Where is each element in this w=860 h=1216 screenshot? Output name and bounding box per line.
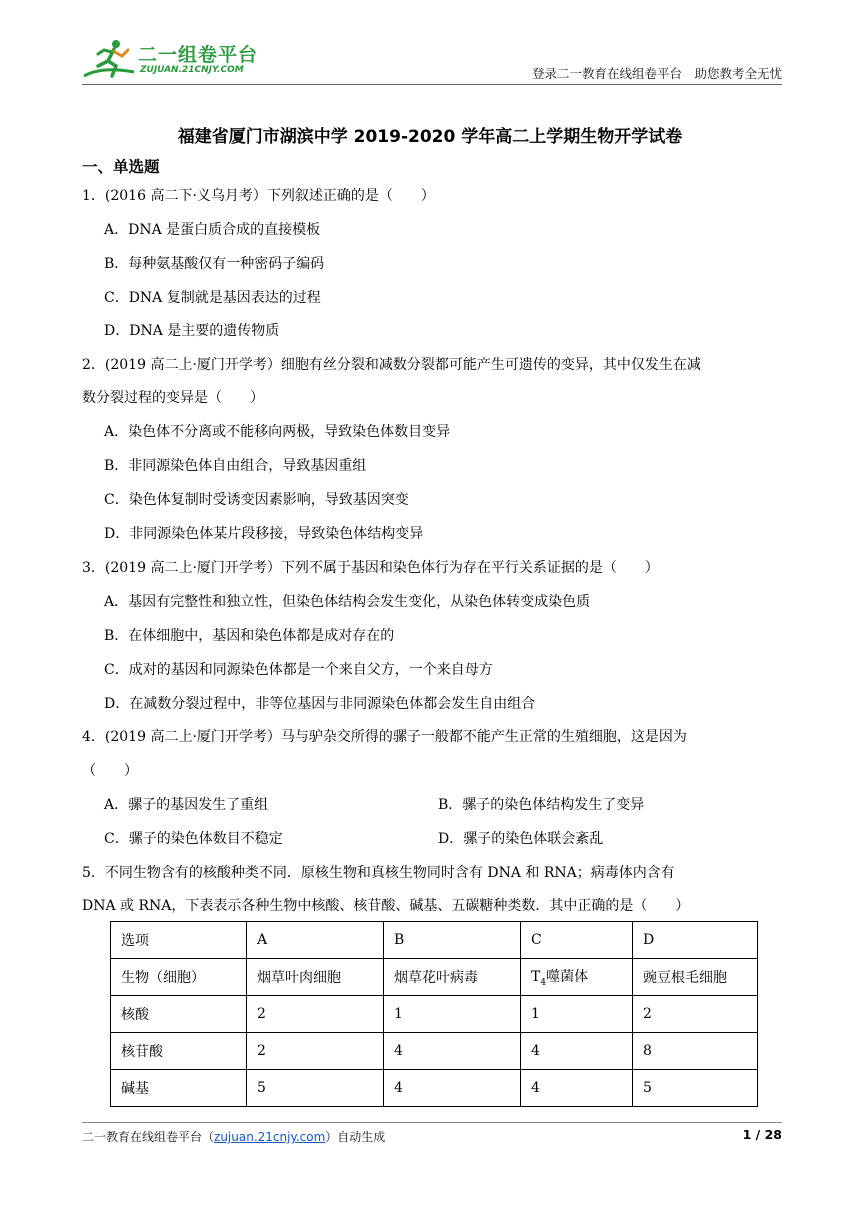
table-cell: 2	[247, 1033, 384, 1070]
footer-suffix: ）自动生成	[325, 1130, 386, 1144]
table-cell: 2	[633, 996, 758, 1033]
table-cell: D	[633, 922, 758, 959]
question-1-option-d[interactable]: D．DNA 是主要的遗传物质	[104, 323, 280, 339]
question-2-option-d[interactable]: D．非同源染色体某片段移接，导致染色体结构变异	[104, 526, 424, 542]
question-1-stem: 1．(2016 高二下·义乌月考）下列叙述正确的是（ ）	[82, 188, 435, 204]
table-cell-t4-phage	[521, 959, 633, 996]
question-3-option-b[interactable]: B．在体细胞中，基因和染色体都是成对存在的	[104, 628, 395, 644]
footer-prefix: 二一教育在线组卷平台（	[82, 1130, 215, 1144]
question-3-option-a[interactable]: A．基因有完整性和独立性，但染色体结构会发生变化，从染色体转变成染色质	[104, 594, 591, 610]
table-cell: 5	[633, 1070, 758, 1107]
table-row	[111, 922, 758, 959]
table-cell: 烟草花叶病毒	[384, 959, 521, 996]
table-cell: 核苷酸	[111, 1033, 247, 1070]
answer-table	[110, 921, 758, 1107]
question-3-option-c[interactable]: C．成对的基因和同源染色体都是一个来自父方，一个来自母方	[104, 662, 493, 678]
logo-subtitle: ZUJUAN.21CNJY.COM	[140, 65, 244, 75]
table-cell: C	[521, 922, 633, 959]
table-cell: 豌豆根毛细胞	[633, 959, 758, 996]
t4-subscript: 4	[540, 977, 547, 988]
page-number: 1 / 28	[742, 1127, 782, 1142]
table-cell: 生物（细胞）	[111, 959, 247, 996]
question-4-option-d[interactable]: D．骡子的染色体联会紊乱	[438, 831, 604, 847]
header-divider	[82, 84, 782, 85]
runner-logo-icon	[82, 36, 138, 82]
table-cell: 8	[633, 1033, 758, 1070]
t4-main: T	[531, 969, 541, 986]
question-2-option-c[interactable]: C．染色体复制时受诱变因素影响，导致基因突变	[104, 492, 409, 508]
question-4-option-b[interactable]: B．骡子的染色体结构发生了变异	[438, 797, 645, 813]
t4-rest: 噬菌体	[546, 969, 589, 986]
question-2-stem-line2: 数分裂过程的变异是（ ）	[82, 390, 264, 406]
footer-link[interactable]: zujuan.21cnjy.com	[214, 1130, 326, 1144]
page-header	[82, 34, 782, 84]
table-cell: 1	[521, 996, 633, 1033]
table-cell: 2	[247, 996, 384, 1033]
question-3-stem: 3．(2019 高二上·厦门开学考）下列不属于基因和染色体行为存在平行关系证据的是（ ）	[82, 560, 659, 576]
question-4-stem-line1: 4．(2019 高二上·厦门开学考）马与驴杂交所得的骡子一般都不能产生正常的生殖细胞，这是因为	[82, 729, 687, 745]
table-row	[111, 959, 758, 996]
table-cell: 4	[384, 1070, 521, 1107]
document-title: 福建省厦门市湖滨中学 2019-2020 学年高二上学期生物开学试卷	[177, 127, 683, 147]
table-cell: 5	[247, 1070, 384, 1107]
footer-source	[82, 1128, 385, 1145]
table-row	[111, 1033, 758, 1070]
table-row	[111, 1070, 758, 1107]
question-5-stem-line2: DNA 或 RNA，下表表示各种生物中核酸、核苷酸、碱基、五碳糖种类数．其中正确的是（ ）	[82, 898, 690, 914]
table-cell: 4	[521, 1033, 633, 1070]
table-cell: 4	[384, 1033, 521, 1070]
table-cell: 烟草叶肉细胞	[247, 959, 384, 996]
logo[interactable]	[82, 34, 282, 84]
table-cell: A	[247, 922, 384, 959]
table-cell: B	[384, 922, 521, 959]
question-4-stem-line2: （ ）	[82, 763, 138, 779]
table-cell: 核酸	[111, 996, 247, 1033]
table-cell: 碱基	[111, 1070, 247, 1107]
question-4-option-a[interactable]: A．骡子的基因发生了重组	[104, 797, 269, 813]
table-cell: 4	[521, 1070, 633, 1107]
header-slogan[interactable]: 登录二一教育在线组卷平台 助您教考全无忧	[531, 66, 782, 81]
question-4-option-c[interactable]: C．骡子的染色体数目不稳定	[104, 831, 283, 847]
question-1-option-a[interactable]: A．DNA 是蛋白质合成的直接模板	[104, 222, 321, 238]
footer-divider	[82, 1122, 782, 1123]
question-2-option-b[interactable]: B．非同源染色体自由组合，导致基因重组	[104, 458, 367, 474]
question-2-stem-line1: 2．(2019 高二上·厦门开学考）细胞有丝分裂和减数分裂都可能产生可遗传的变异，其中仅发生在减	[82, 357, 701, 373]
table-row	[111, 996, 758, 1033]
question-1-option-c[interactable]: C．DNA 复制就是基因表达的过程	[104, 290, 321, 306]
question-1-option-b[interactable]: B．每种氨基酸仅有一种密码子编码	[104, 256, 325, 272]
question-3-option-d[interactable]: D．在减数分裂过程中，非等位基因与非同源染色体都会发生自由组合	[104, 696, 536, 712]
table-cell: 选项	[111, 922, 247, 959]
table-cell: 1	[384, 996, 521, 1033]
question-5-stem-line1: 5．不同生物含有的核酸种类不同．原核生物和真核生物同时含有 DNA 和 RNA；病毒体内含有	[82, 865, 675, 881]
section-heading: 一、单选题	[82, 158, 160, 176]
logo-title: 二一组卷平台	[138, 44, 259, 66]
question-2-option-a[interactable]: A．染色体不分离或不能移向两极，导致染色体数目变异	[104, 424, 451, 440]
